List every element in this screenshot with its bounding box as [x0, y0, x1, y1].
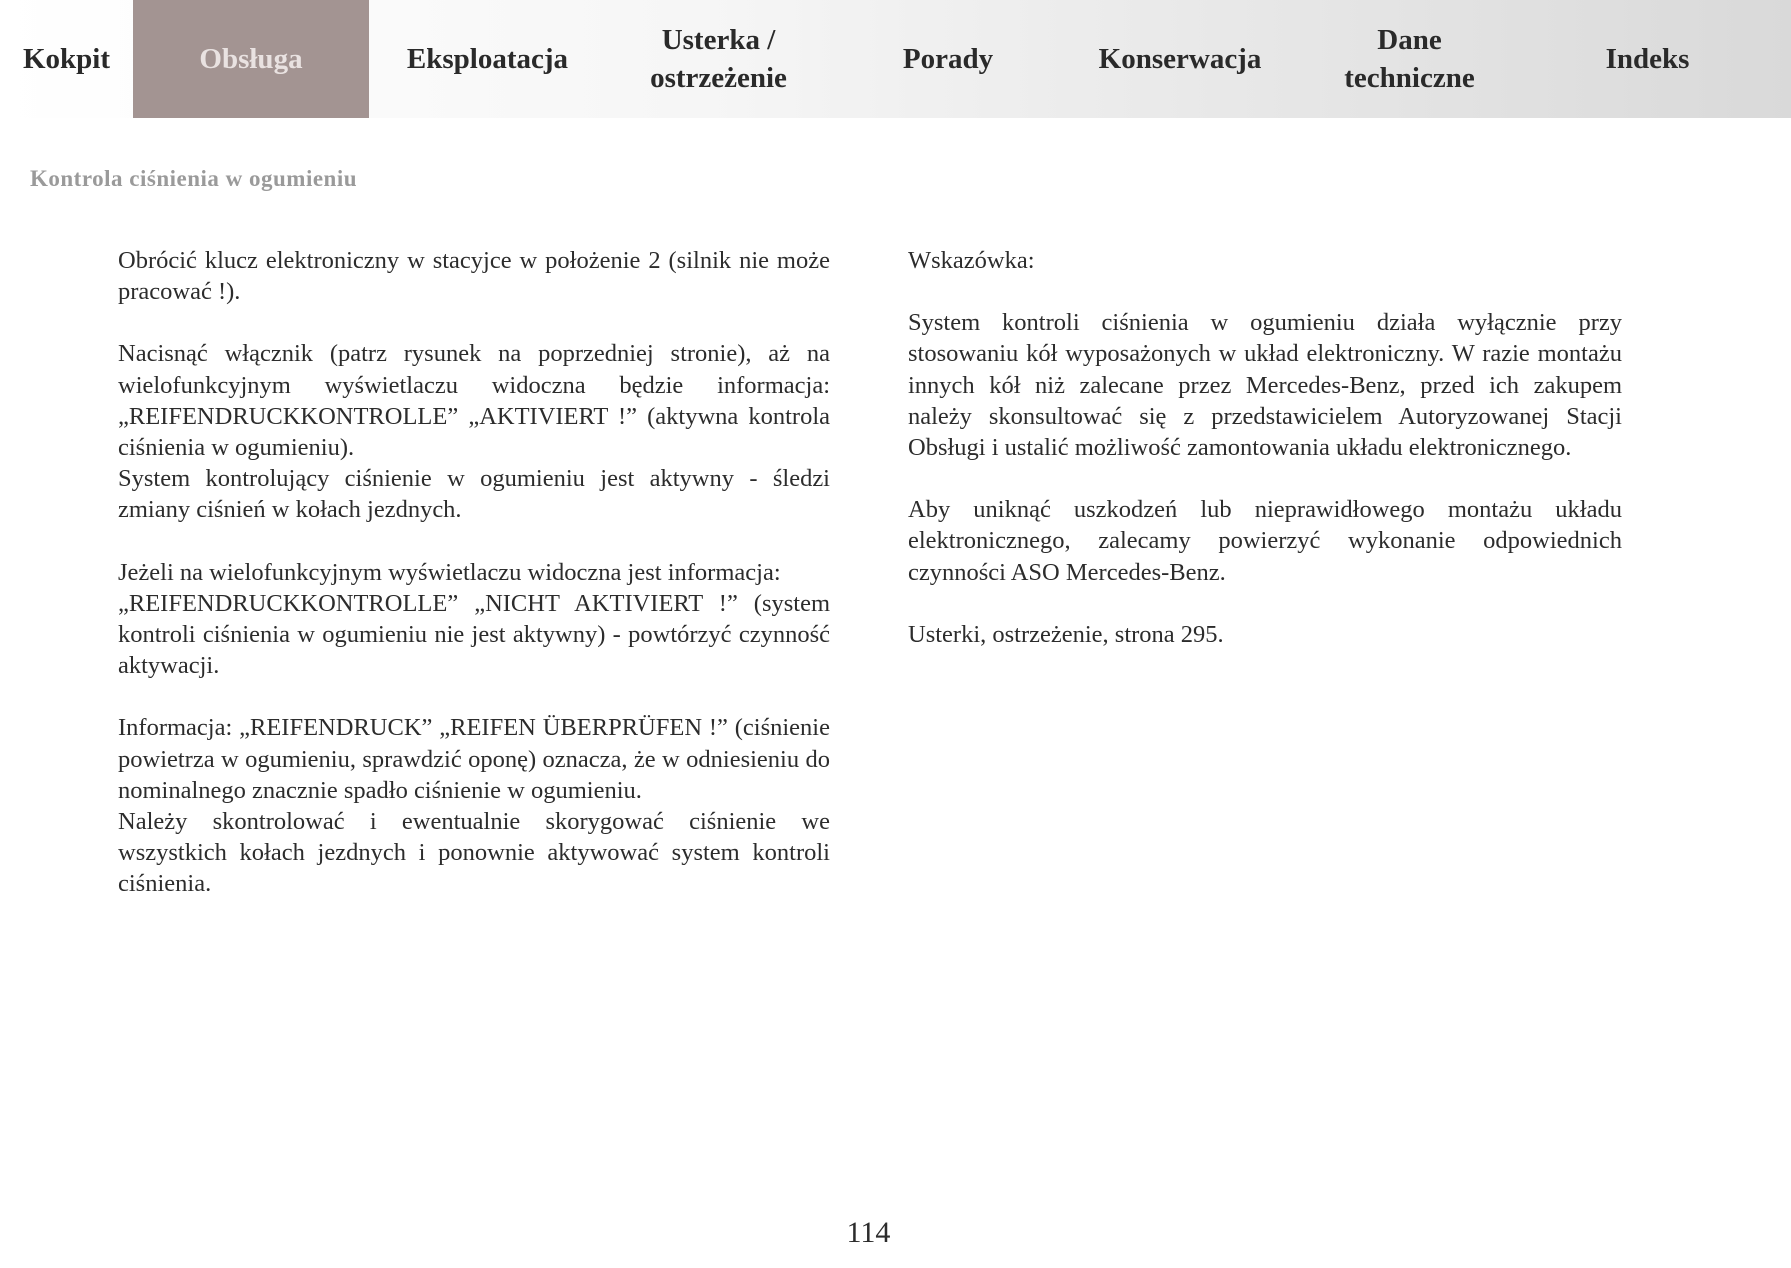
tab-usterka-ostrzezenie[interactable]: [606, 0, 831, 118]
tab-dane-techniczne[interactable]: [1295, 0, 1524, 118]
section-title: Kontrola ciśnienia w ogumieniu: [30, 166, 358, 191]
paragraph: [118, 557, 830, 682]
tab-label: Konserwacja: [1098, 43, 1262, 75]
paragraph: [118, 338, 830, 525]
paragraph-text: Aby uniknąć uszkodzeń lub nieprawidłowego montażu układu elektronicznego, zalecamy powierzyć wykonanie odpowiednich czynności ASO Mercedes-Benz.: [908, 496, 1622, 586]
right-column: [908, 245, 1622, 681]
paragraph-text: Należy skontrolować i ewentualnie skorygować ciśnienie we wszystkich kołach jezdnych i ponownie aktywować system kontroli ciśnienia.: [118, 808, 830, 898]
tab-eksploatacja[interactable]: [369, 0, 606, 118]
tab-indeks[interactable]: [1524, 0, 1771, 118]
paragraph-text: Informacja: „REIFENDRUCK” „REIFEN ÜBERPRÜFEN !” (ciśnienie powietrza w ogumieniu, sprawdzić oponę) oznacza, że w odniesieniu do nominalnego znacznie spadło ciśnienie w ogumieniu.: [118, 714, 830, 804]
tab-label: Porady: [902, 43, 994, 75]
paragraph: [118, 712, 830, 899]
page-number: 114: [846, 1216, 891, 1249]
tab-porady[interactable]: [831, 0, 1065, 118]
paragraph-text: Wskazówka:: [908, 247, 1035, 274]
tab-label: Usterka / ostrzeżenie: [650, 24, 787, 94]
tab-obsluga[interactable]: [133, 0, 369, 118]
note-heading: [908, 245, 1622, 276]
paragraph-text: „REIFENDRUCKKONTROLLE” „NICHT AKTIVIERT !” (system kontroli ciśnienia w ogumieniu nie jest aktywny) - powtórzyć czynność aktywacji.: [118, 589, 830, 680]
paragraph: [908, 494, 1622, 588]
paragraph-text: Obrócić klucz elektroniczny w stacyjce w położenie 2 (silnik nie może pracować !).: [118, 247, 830, 306]
paragraph: [908, 307, 1622, 463]
left-column: [118, 245, 830, 931]
tab-label: Kokpit: [22, 43, 111, 75]
tab-label: Indeks: [1605, 43, 1690, 75]
paragraph-text: System kontroli ciśnienia w ogumieniu działa wyłącznie przy stosowaniu kół wyposażonych w układ elektroniczny. W razie montażu innych kół niż zalecane przez Mercedes-Benz, przed ich zakupem należy skonsultować się z przedstawicielem Autoryzowanej Stacji Obsługi i ustalić możliwość zamontowania układu elektronicznego.: [908, 309, 1622, 462]
chapter-tab-bar: [0, 0, 1791, 118]
tab-label: Eksploatacja: [406, 43, 569, 75]
paragraph-text: Nacisnąć włącznik (patrz rysunek na poprzedniej stronie), aż na wielofunkcyjnym wyświetlaczu widoczna będzie informacja: „REIFENDRUCKKONTROLLE” „AKTIVIERT !” (aktywna kontrola ciśnienia w ogumieniu).: [118, 340, 830, 462]
paragraph-text: Usterki, ostrzeżenie, strona 295.: [908, 620, 1224, 648]
tab-label: Dane techniczne: [1344, 24, 1475, 94]
cross-reference: [908, 619, 1622, 650]
paragraph-text: System kontrolujący ciśnienie w ogumieniu jest aktywny - śledzi zmiany ciśnień w kołach jezdnych.: [118, 465, 830, 524]
tab-label: Obsługa: [199, 43, 303, 75]
paragraph: [118, 245, 830, 307]
tab-kokpit[interactable]: [0, 0, 133, 118]
paragraph-text: Jeżeli na wielofunkcyjnym wyświetlaczu widoczna jest informacja:: [118, 558, 781, 586]
tab-konserwacja[interactable]: [1065, 0, 1295, 118]
